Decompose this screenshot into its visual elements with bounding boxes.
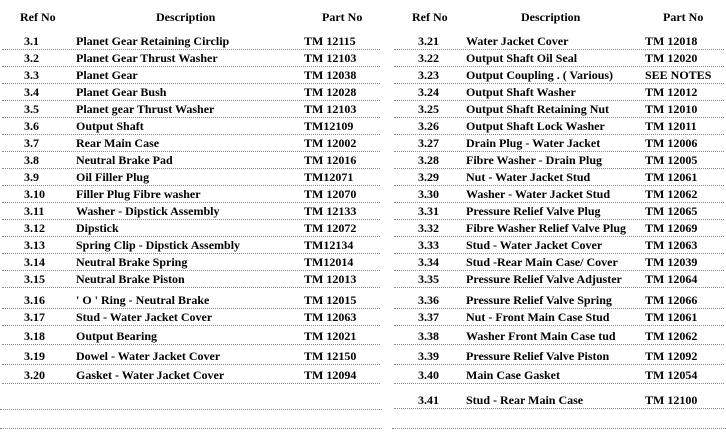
table-row (392, 309, 726, 326)
table-row (0, 328, 382, 345)
description-cell: Neutral Brake Spring (76, 255, 188, 269)
table-row (0, 135, 382, 152)
description-cell: Stud - Water Jacket Cover (466, 238, 603, 252)
table-row (392, 169, 726, 186)
ref-no-cell: 3.38 (418, 329, 439, 343)
ref-no-cell: 3.32 (418, 221, 439, 235)
part-no-cell: TM 12072 (304, 221, 357, 235)
header-ref-no: Ref No (20, 10, 56, 24)
table-row (392, 220, 726, 237)
description-cell: Output Shaft Retaining Nut (466, 102, 610, 116)
part-no-cell: TM 12006 (645, 136, 698, 150)
table-row (392, 292, 726, 309)
description-cell: Output Coupling . ( Various) (466, 68, 614, 82)
ref-no-cell: 3.35 (418, 272, 439, 286)
part-no-cell: TM 12061 (645, 310, 698, 324)
part-no-cell: TM 12015 (304, 293, 357, 307)
ref-no-cell: 3.1 (24, 34, 39, 48)
ref-no-cell: 3.33 (418, 238, 439, 252)
ref-no-cell: 3.18 (24, 329, 45, 343)
ref-no-cell: 3.13 (24, 238, 45, 252)
table-row (392, 348, 726, 365)
header-description: Description (156, 10, 216, 24)
ref-no-cell: 3.23 (418, 68, 439, 82)
description-cell: Oil Filler Plug (76, 170, 150, 184)
table-row (0, 186, 382, 203)
part-no-cell: TM 12011 (645, 119, 697, 133)
description-cell: Neutral Brake Piston (76, 272, 185, 286)
description-cell: Washer - Water Jacket Stud (466, 187, 611, 201)
part-no-cell: TM 12063 (645, 238, 698, 252)
ref-no-cell: 3.5 (24, 102, 39, 116)
part-no-cell: TM 12021 (304, 329, 357, 343)
part-no-cell: TM 12100 (645, 393, 698, 407)
description-cell: Planet gear Thrust Washer (76, 102, 215, 116)
part-no-cell: TM 12064 (645, 272, 698, 286)
description-cell: Washer - Dipstick Assembly (76, 204, 220, 218)
part-no-cell: TM 12002 (304, 136, 357, 150)
table-row (392, 392, 726, 409)
part-no-cell: TM 12016 (304, 153, 357, 167)
ref-no-cell: 3.16 (24, 293, 45, 307)
table-row (0, 84, 382, 101)
part-no-cell: TM 12103 (304, 51, 357, 65)
part-no-cell: TM 12020 (645, 51, 698, 65)
part-no-cell: TM 12062 (645, 329, 698, 343)
description-cell: Spring Clip - Dipstick Assembly (76, 238, 241, 252)
ref-no-cell: 3.30 (418, 187, 439, 201)
ref-no-cell: 3.2 (24, 51, 39, 65)
ref-no-cell: 3.11 (24, 204, 45, 218)
description-cell: Output Shaft (76, 119, 144, 133)
ref-no-cell: 3.10 (24, 187, 45, 201)
description-cell: Planet Gear Retaining Circlip (76, 34, 230, 48)
divider (0, 409, 382, 410)
ref-no-cell: 3.8 (24, 153, 39, 167)
ref-no-cell: 3.27 (418, 136, 439, 150)
ref-no-cell: 3.29 (418, 170, 439, 184)
description-cell: Dipstick (76, 221, 119, 235)
ref-no-cell: 3.21 (418, 34, 439, 48)
description-cell: Washer Front Main Case tud (466, 329, 616, 343)
description-cell: ' O ' Ring - Neutral Brake (76, 293, 210, 307)
ref-no-cell: 3.20 (24, 368, 45, 382)
description-cell: Planet Gear (76, 68, 138, 82)
ref-no-cell: 3.39 (418, 349, 439, 363)
part-no-cell: SEE NOTES (645, 68, 712, 82)
table-row (392, 67, 726, 84)
ref-no-cell: 3.3 (24, 68, 39, 82)
table-row (392, 50, 726, 67)
description-cell: Planet Gear Thrust Washer (76, 51, 218, 65)
table-row (0, 169, 382, 186)
description-cell: Output Shaft Oil Seal (466, 51, 578, 65)
ref-no-cell: 3.37 (418, 310, 439, 324)
description-cell: Drain Plug - Water Jacket (466, 136, 601, 150)
part-no-cell: TM 12012 (645, 85, 698, 99)
description-cell: Rear Main Case (76, 136, 160, 150)
part-no-cell: TM 12018 (645, 34, 698, 48)
part-no-cell: TM 12010 (645, 102, 698, 116)
ref-no-cell: 3.6 (24, 119, 39, 133)
table-row (0, 367, 382, 384)
header-part-no: Part No (663, 10, 704, 24)
ref-no-cell: 3.34 (418, 255, 439, 269)
part-no-cell: TM 12092 (645, 349, 698, 363)
description-cell: Pressure Relief Valve Spring (466, 293, 612, 307)
ref-no-cell: 3.40 (418, 368, 439, 382)
table-row (0, 203, 382, 220)
part-no-cell: TM 12115 (304, 34, 356, 48)
part-no-cell: TM 12062 (645, 187, 698, 201)
table-row (0, 101, 382, 118)
part-no-cell: TM 12103 (304, 102, 357, 116)
divider (0, 428, 382, 429)
part-no-cell: TM 12069 (645, 221, 698, 235)
part-no-cell: TM 12094 (304, 368, 357, 382)
part-no-cell: TM 12061 (645, 170, 698, 184)
table-row (0, 67, 382, 84)
table-row (0, 348, 382, 365)
table-row (392, 101, 726, 118)
table-row (392, 186, 726, 203)
part-no-cell: TM 12063 (304, 310, 357, 324)
ref-no-cell: 3.4 (24, 85, 39, 99)
description-cell: Dowel - Water Jacket Cover (76, 349, 221, 363)
table-row (0, 220, 382, 237)
ref-no-cell: 3.36 (418, 293, 439, 307)
part-no-cell: TM 12039 (645, 255, 698, 269)
ref-no-cell: 3.12 (24, 221, 45, 235)
table-row (392, 328, 726, 345)
ref-no-cell: 3.26 (418, 119, 439, 133)
description-cell: Pressure Relief Valve Plug (466, 204, 601, 218)
part-no-cell: TM 12028 (304, 85, 357, 99)
table-row (392, 135, 726, 152)
table-row (0, 237, 382, 254)
header-description: Description (521, 10, 581, 24)
part-no-cell: TM 12005 (645, 153, 698, 167)
description-cell: Stud -Rear Main Case/ Cover (466, 255, 618, 269)
description-cell: Stud - Water Jacket Cover (76, 310, 213, 324)
ref-no-cell: 3.41 (418, 393, 439, 407)
description-cell: Nut - Front Main Case Stud (466, 310, 610, 324)
ref-no-cell: 3.9 (24, 170, 39, 184)
table-row (392, 33, 726, 50)
table-row (392, 237, 726, 254)
part-no-cell: TM 12065 (645, 204, 698, 218)
description-cell: Main Case Gasket (466, 368, 560, 382)
ref-no-cell: 3.31 (418, 204, 439, 218)
ref-no-cell: 3.22 (418, 51, 439, 65)
table-row (392, 118, 726, 135)
part-no-cell: TM 12133 (304, 204, 357, 218)
part-no-cell: TM12109 (304, 119, 354, 133)
table-row (0, 50, 382, 67)
ref-no-cell: 3.19 (24, 349, 45, 363)
divider (392, 428, 726, 429)
description-cell: Neutral Brake Pad (76, 153, 173, 167)
ref-no-cell: 3.24 (418, 85, 439, 99)
part-no-cell: TM12014 (304, 255, 354, 269)
part-no-cell: TM 12038 (304, 68, 357, 82)
description-cell: Gasket - Water Jacket Cover (76, 368, 225, 382)
table-row (0, 292, 382, 309)
header-part-no: Part No (322, 10, 363, 24)
table-row (0, 254, 382, 271)
table-row (392, 367, 726, 384)
table-row (0, 118, 382, 135)
description-cell: Pressure Relief Valve Piston (466, 349, 610, 363)
description-cell: Output Shaft Washer (466, 85, 576, 99)
description-cell: Fibre Washer - Drain Plug (466, 153, 603, 167)
table-row (0, 152, 382, 169)
part-no-cell: TM12134 (304, 238, 354, 252)
table-row (0, 271, 382, 288)
table-row (0, 309, 382, 326)
table-row (392, 271, 726, 288)
description-cell: Water Jacket Cover (466, 34, 569, 48)
ref-no-cell: 3.28 (418, 153, 439, 167)
part-no-cell: TM 12054 (645, 368, 698, 382)
ref-no-cell: 3.17 (24, 310, 45, 324)
header-ref-no: Ref No (412, 10, 448, 24)
ref-no-cell: 3.15 (24, 272, 45, 286)
ref-no-cell: 3.25 (418, 102, 439, 116)
part-no-cell: TM 12013 (304, 272, 357, 286)
part-no-cell: TM 12150 (304, 349, 357, 363)
part-no-cell: TM12071 (304, 170, 354, 184)
part-no-cell: TM 12066 (645, 293, 698, 307)
ref-no-cell: 3.7 (24, 136, 39, 150)
table-row (392, 152, 726, 169)
description-cell: Nut - Water Jacket Stud (466, 170, 591, 184)
ref-no-cell: 3.14 (24, 255, 45, 269)
table-row (392, 84, 726, 101)
description-cell: Pressure Relief Valve Adjuster (466, 272, 622, 286)
description-cell: Output Bearing (76, 329, 158, 343)
part-no-cell: TM 12070 (304, 187, 357, 201)
table-row (0, 33, 382, 50)
description-cell: Fibre Washer Relief Valve Plug (466, 221, 627, 235)
table-row (392, 203, 726, 220)
description-cell: Output Shaft Lock Washer (466, 119, 605, 133)
description-cell: Stud - Rear Main Case (466, 393, 584, 407)
table-row (392, 254, 726, 271)
description-cell: Planet Gear Bush (76, 85, 167, 99)
description-cell: Filler Plug Fibre washer (76, 187, 201, 201)
